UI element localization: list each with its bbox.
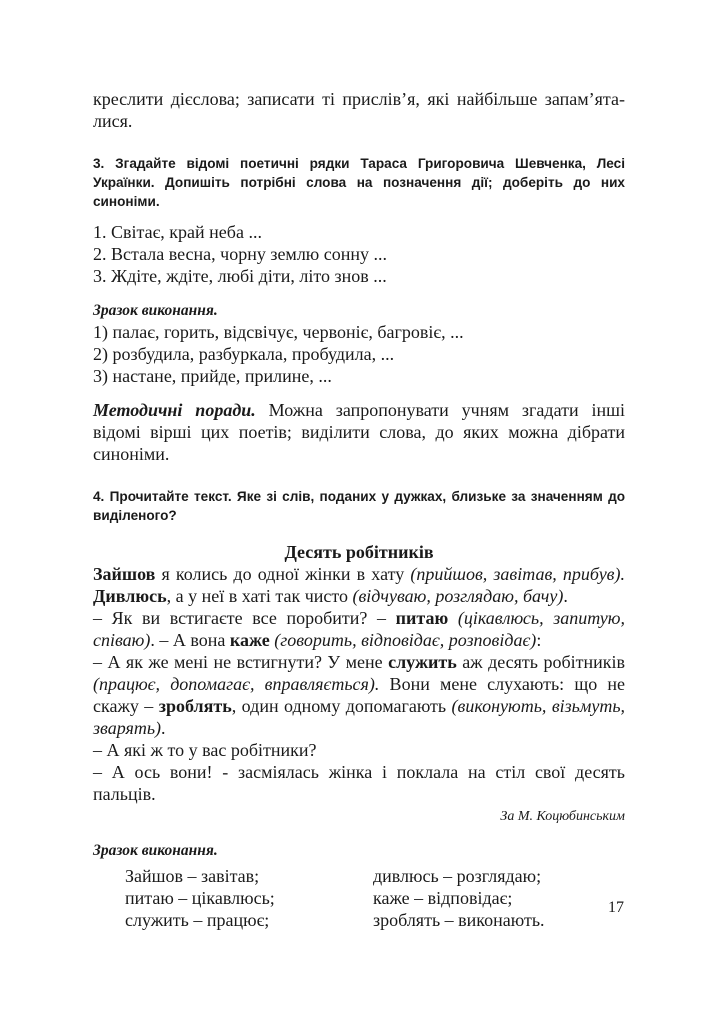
synonym-options: (цікавлюсь, запитую, співаю) (93, 608, 625, 650)
answer-pair: дивлюсь – розглядаю; (373, 866, 542, 886)
answer-row (93, 909, 625, 931)
highlighted-word: каже (229, 630, 270, 650)
methodical-advice-label: Методичні поради. (93, 400, 256, 420)
answer-pair: Зайшов – завітав; (125, 866, 260, 886)
story-text-span: . (563, 586, 568, 606)
story-title: Десять робітників (284, 542, 434, 562)
task-3-sample-items (93, 321, 625, 387)
story-paragraph (93, 607, 625, 651)
synonym-options: (прийшов, завітав, прибув). (410, 564, 625, 584)
task-4-sample-label: Зразок виконання. (93, 842, 218, 859)
synonym-options: (виконують, візьмуть, зварять) (93, 696, 626, 738)
story-text-span: – Як ви встигаєте все поробити? – (93, 608, 396, 628)
task-4-heading: 4. Прочитайте текст. Яке зі слів, поданих у дужках, близьке за значенням до виділеного? (93, 489, 625, 523)
task-4-answers (93, 865, 625, 931)
highlighted-word: Дивлюсь (93, 586, 167, 606)
story-text-span: аж десять робітників (456, 652, 626, 672)
story-paragraph (93, 651, 625, 739)
story-credit: За М. Коцюбинським (500, 809, 625, 824)
highlighted-word: служить (388, 652, 457, 672)
task-3-items (93, 221, 625, 287)
sample-item: 1) палає, горить, відсвічує, червоніє, багровіє, ... (93, 322, 464, 342)
story-text-span: , а у неї в хаті так чисто (166, 586, 353, 606)
story-text-span: я колись до одної жінки в хату (155, 564, 411, 584)
story-text-span: Вони мене слухають: що не скажу – (93, 674, 626, 716)
sample-item: 3) настане, прийде, прилине, ... (93, 366, 332, 386)
story-paragraph: – А ось вони! - засміялась жінка і поклала на стіл свої десять пальців. (93, 762, 625, 804)
story-text-span (448, 608, 458, 628)
highlighted-word: питаю (395, 608, 449, 628)
task-3-item: 3. Ждіте, ждіте, любі діти, літо знов ... (93, 266, 387, 286)
story-text-span: . – А вона (150, 630, 230, 650)
synonym-options: (відчуваю, розглядаю, бачу) (352, 586, 564, 606)
task-3-sample-label: Зразок виконання. (93, 302, 218, 319)
intro-text: креслити дієслова; записати ті прислів’я, які найбільше запам’ята-лися. (93, 89, 625, 131)
answer-pair: питаю – цікавлюсь; (125, 888, 275, 908)
story-paragraph (93, 563, 625, 607)
methodical-advice-text: Можна запропонувати учням згадати інші відомі вірші цих поетів; виділити слова, до яких можна дібрати синоніми. (93, 400, 625, 464)
task-3-item: 1. Світає, край неба ... (93, 222, 262, 242)
answer-pair: служить – працює; (125, 910, 270, 930)
answer-row (93, 887, 625, 909)
story-text-span: . (161, 718, 166, 738)
methodical-advice (93, 399, 625, 465)
story-text-span: : (536, 630, 542, 650)
page-content (93, 88, 625, 931)
answer-pair: каже – відповідає; (373, 888, 513, 908)
story-paragraph: – А які ж то у вас робітники? (93, 740, 317, 760)
synonym-options: (працює, допомагає, вправляється). (93, 674, 380, 694)
highlighted-word: зроблять (158, 696, 232, 716)
story-text-span: – А як же мені не встигнути? У мене (93, 652, 389, 672)
highlighted-word: Зайшов (93, 564, 156, 584)
page-number: 17 (608, 899, 624, 916)
task-3-item: 2. Встала весна, чорну землю сонну ... (93, 244, 388, 264)
story-text (93, 563, 625, 805)
task-3-heading: 3. Згадайте відомі поетичні рядки Тараса Григоровича Шевченка, Лесі Українки. Допишіть потрібні слова на позначення дії; доберіть до них синоніми. (93, 156, 625, 209)
sample-item: 2) розбудила, разбуркала, пробудила, ... (93, 344, 395, 364)
answer-row (93, 865, 625, 887)
answer-pair: зроблять – виконають. (373, 910, 545, 930)
synonym-options: (говорить, відповідає, розповідає) (274, 630, 537, 650)
story-text-span: , один одному допомагають (231, 696, 452, 716)
